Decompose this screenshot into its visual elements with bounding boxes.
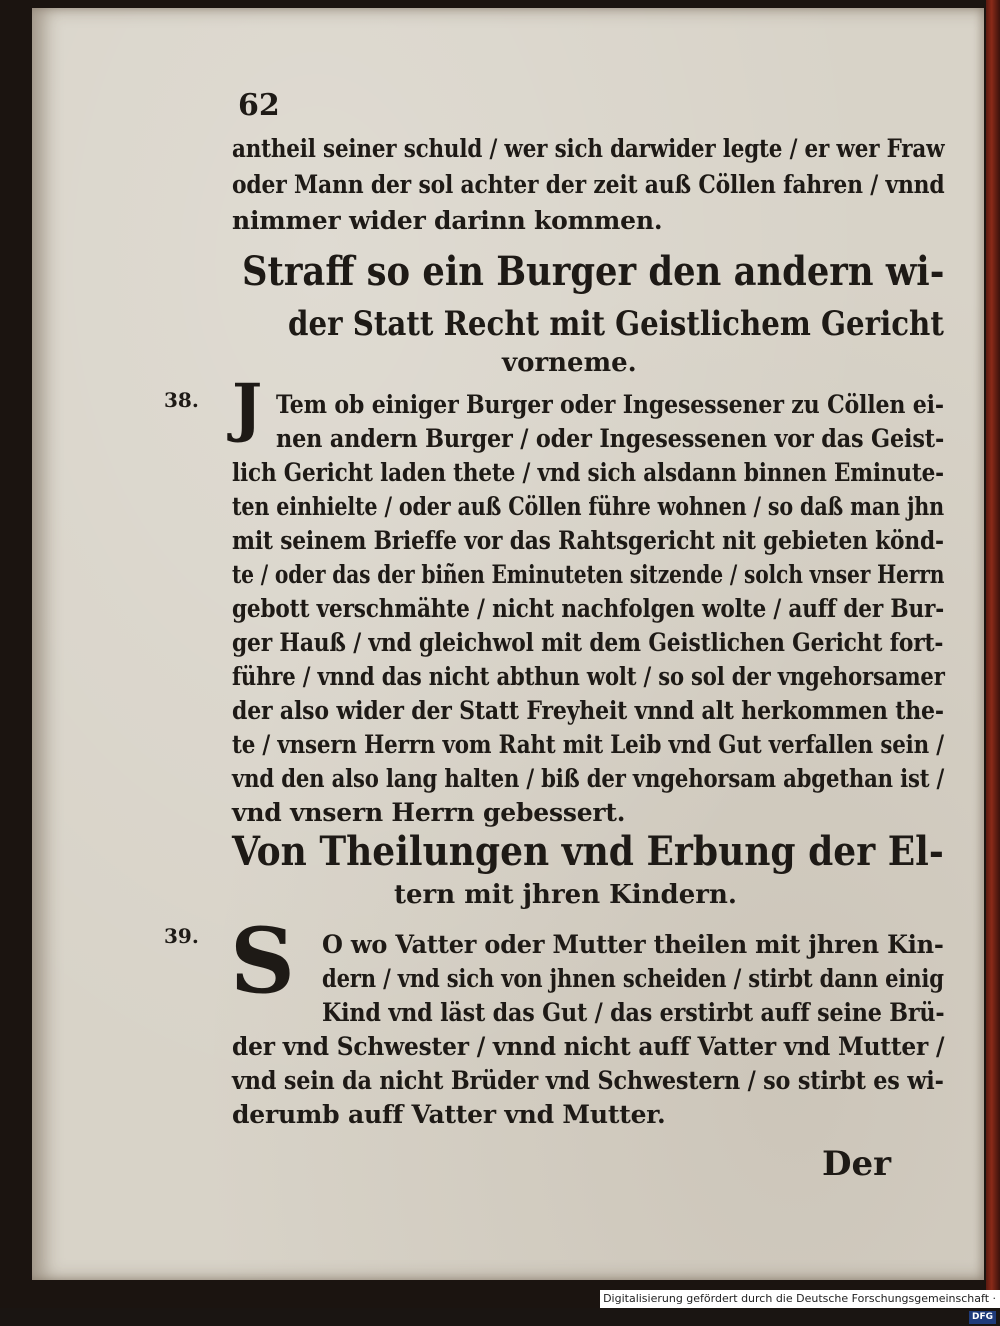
drop-initial: J <box>232 370 263 445</box>
text-line: oder Mann der sol achter der zeit auß Cöllen fahren / vnnd <box>232 170 945 199</box>
text-line: Tem ob einiger Burger oder Ingesessener zu Cöllen ei- <box>276 390 944 419</box>
section-heading-line: der Statt Recht mit Geistlichem Gericht <box>288 304 944 344</box>
text-line: derumb auff Vatter vnd Mutter. <box>232 1100 666 1129</box>
text-line: gebott verschmähte / nicht nachfolgen wolte / auff der Bur- <box>232 594 945 623</box>
text-line: nen andern Burger / oder Ingesessenen vor das Geist- <box>276 424 945 453</box>
text-line: vnd den also lang halten / biß der vngehorsam abgethan ist / <box>232 764 945 793</box>
drop-initial: S <box>230 908 295 1014</box>
text-line: vnd vnsern Herrn gebessert. <box>232 798 626 827</box>
footer-text: Digitalisierung gefördert durch die Deutsche Forschungsgemeinschaft · <box>603 1292 996 1305</box>
text-line: te / oder das der biñen Eminuteten sitzende / solch vnser Herrn <box>232 560 945 589</box>
text-line: te / vnsern Herrn vom Raht mit Leib vnd Gut verfallen sein / <box>232 730 944 759</box>
section-heading-line: Von Theilungen vnd Erbung der El- <box>232 828 944 875</box>
text-line: ger Hauß / vnd gleichwol mit dem Geistlichen Gericht fort- <box>232 628 944 657</box>
catchword: Der <box>822 1144 892 1184</box>
document-page <box>32 8 984 1280</box>
section-heading-line: tern mit jhren Kindern. <box>394 880 737 910</box>
section-heading-line: Straff so ein Burger den andern wi- <box>242 248 945 295</box>
page-number: 62 <box>238 88 280 123</box>
text-line: mit seinem Brieffe vor das Rahtsgericht nit gebieten könd- <box>232 526 944 555</box>
dfg-logo-icon: DFG <box>969 1311 996 1324</box>
digitization-credit-footer <box>600 1290 1000 1322</box>
text-line: dern / vnd sich von jhnen scheiden / stirbt dann einig <box>322 964 944 993</box>
text-line: nimmer wider darinn kommen. <box>232 206 663 235</box>
text-line: vnd sein da nicht Brüder vnd Schwestern / so stirbt es wi- <box>232 1066 944 1095</box>
text-line: antheil seiner schuld / wer sich darwider legte / er wer Fraw <box>232 134 945 163</box>
text-line: O wo Vatter oder Mutter theilen mit jhren Kin- <box>322 930 944 959</box>
text-line: ten einhielte / oder auß Cöllen führe wohnen / so daß man jhn <box>232 492 945 521</box>
text-line: der also wider der Statt Freyheit vnnd alt herkommen the- <box>232 696 944 725</box>
book-cover-edge <box>986 0 1000 1290</box>
section-heading-line: vorneme. <box>502 348 637 378</box>
marginal-number: 39. <box>164 924 199 948</box>
marginal-number: 38. <box>164 388 199 412</box>
text-line: der vnd Schwester / vnnd nicht auff Vatter vnd Mutter / <box>232 1032 945 1061</box>
text-line: Kind vnd läst das Gut / das erstirbt auff seine Brü- <box>322 998 945 1027</box>
text-line: führe / vnnd das nicht abthun wolt / so sol der vngehorsamer <box>232 662 945 691</box>
text-line: lich Gericht laden thete / vnd sich alsdann binnen Eminute- <box>232 458 944 487</box>
